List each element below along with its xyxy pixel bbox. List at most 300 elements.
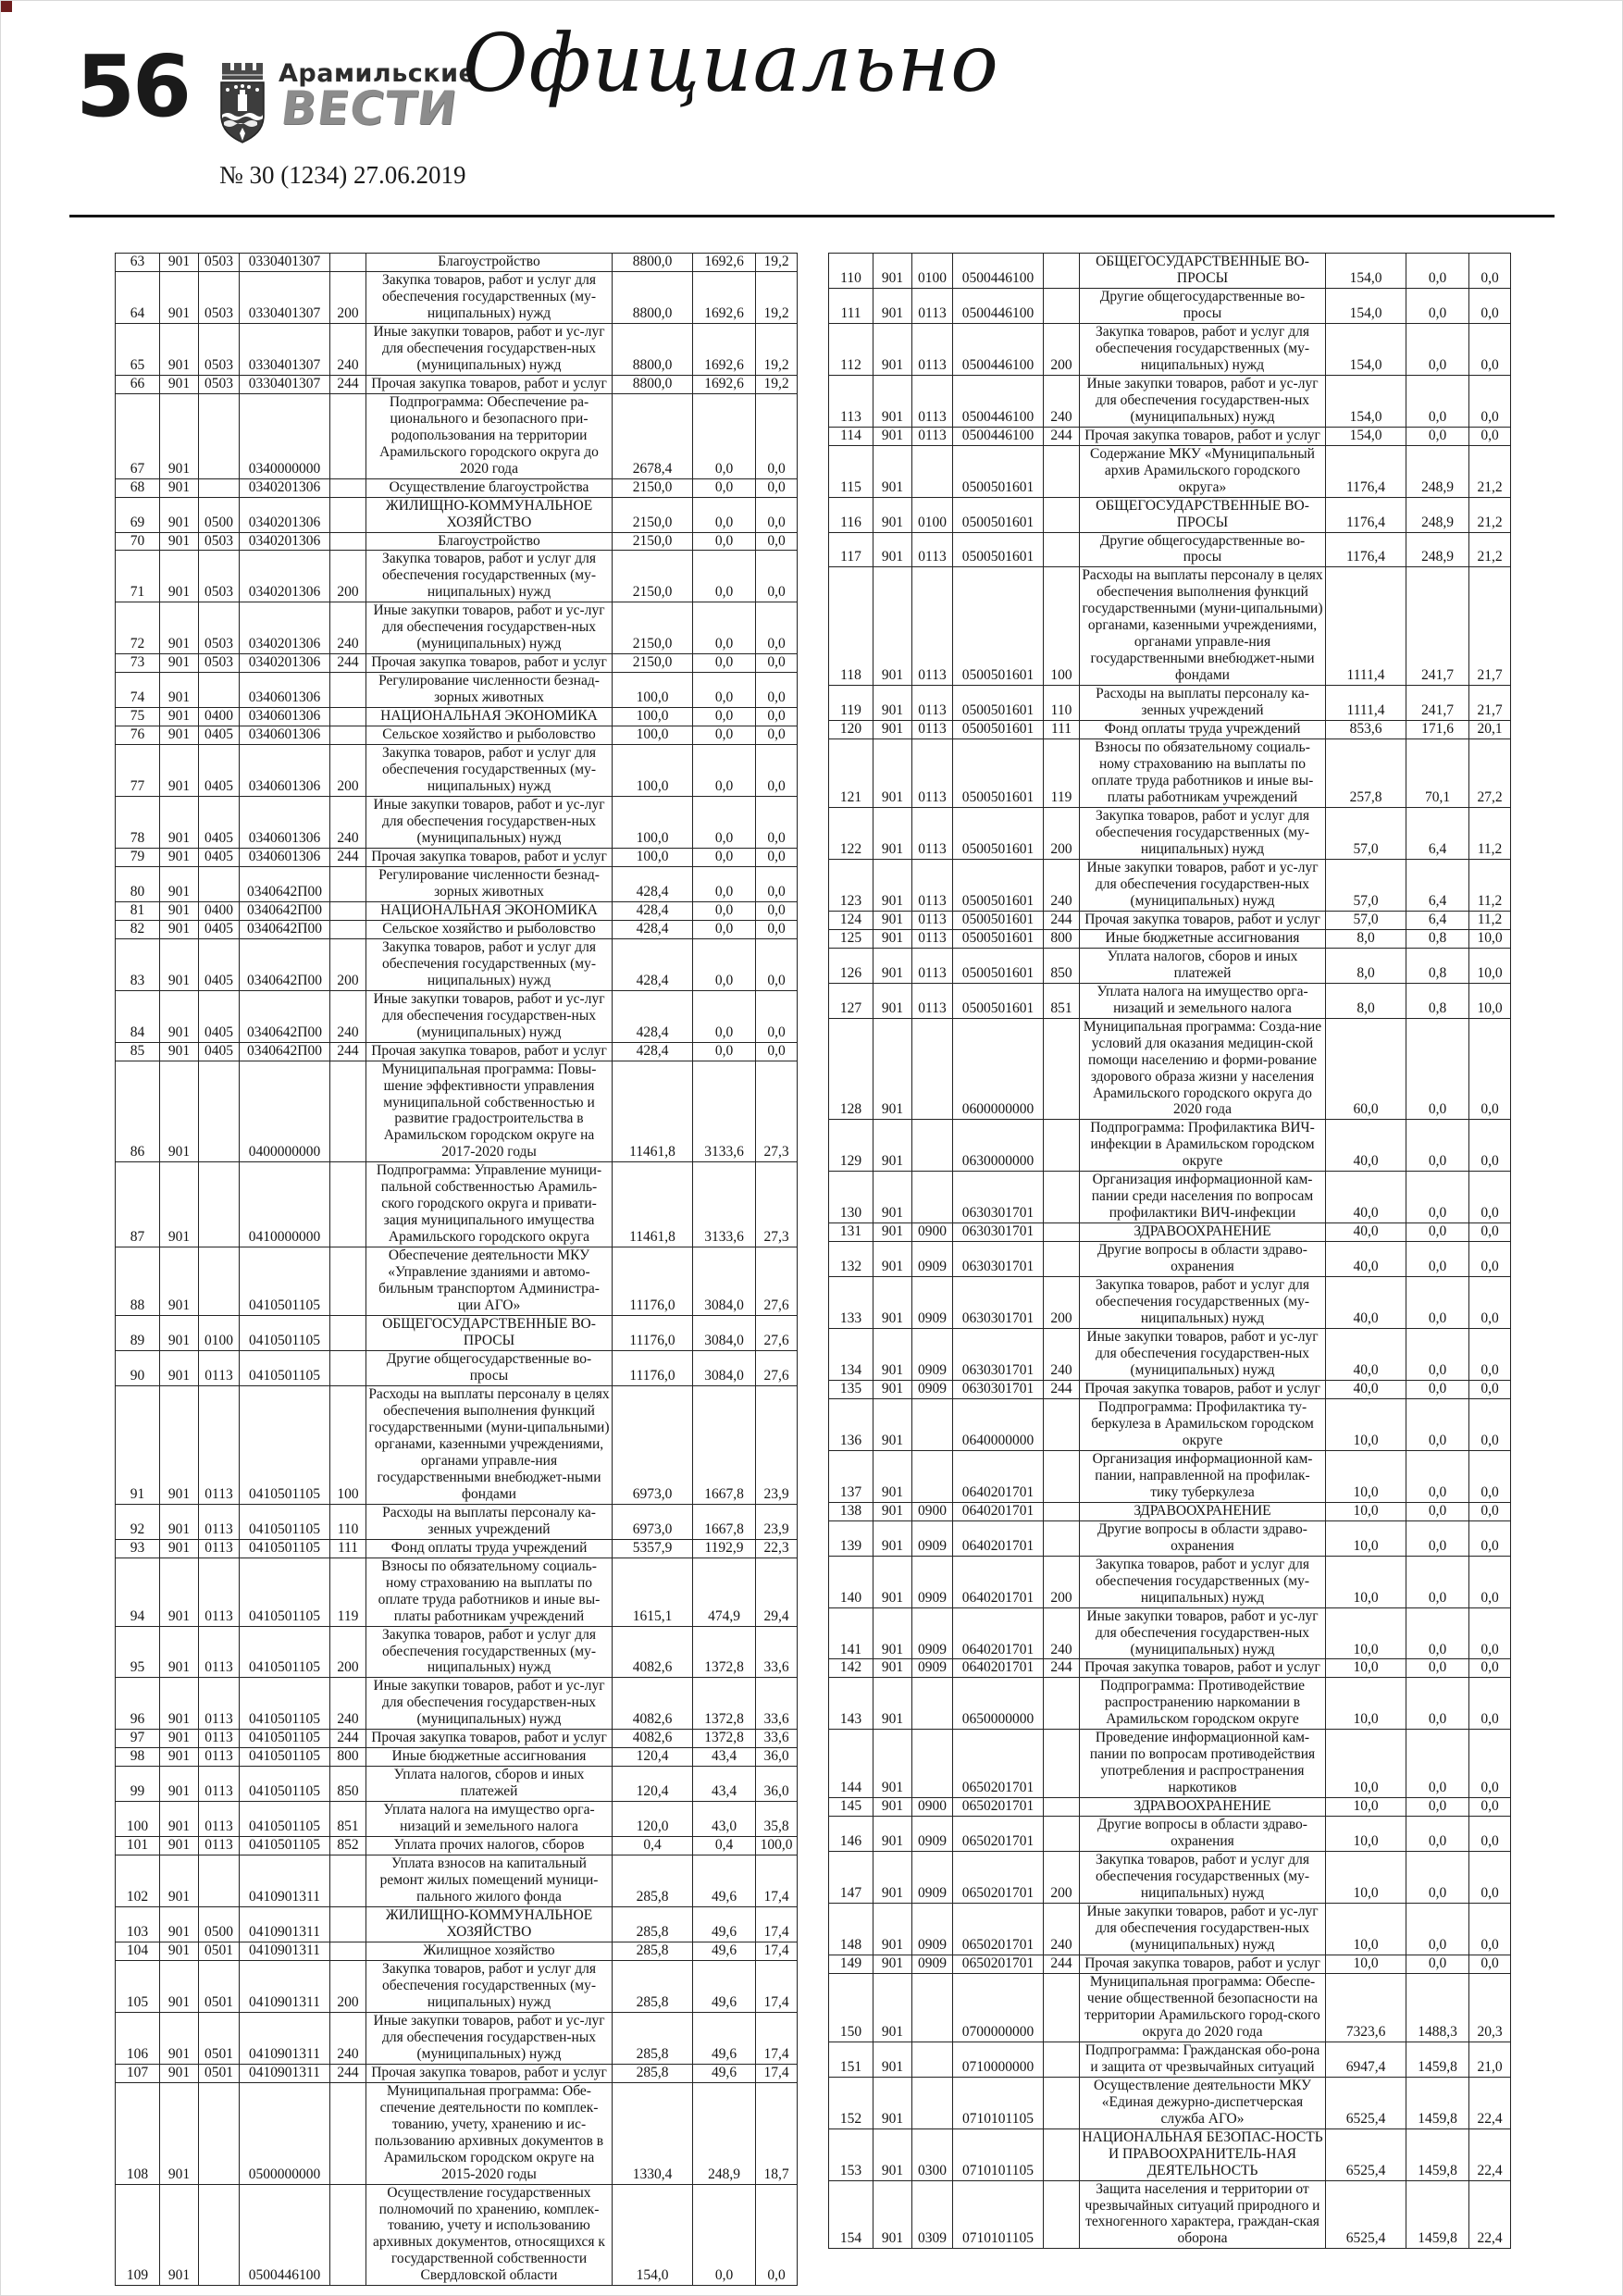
cell-name: Иные бюджетные ассигнования: [1080, 929, 1326, 948]
cell-pct: 0,0: [756, 1042, 798, 1061]
cell-target: 0340201306: [240, 478, 330, 497]
cell-grbs: 901: [160, 901, 199, 920]
cell-target: 0650000000: [953, 1678, 1044, 1730]
cell-plan: 40,0: [1326, 1172, 1406, 1223]
cell-target: 0340201306: [240, 654, 330, 673]
cell-section: 0113: [912, 686, 953, 721]
cell-plan: 6525,4: [1326, 2128, 1406, 2180]
cell-name: Сельское хозяйство и рыболовство: [366, 920, 613, 938]
cell-type: [330, 393, 366, 478]
table-row: [116, 1907, 798, 1942]
cell-fact: 0,0: [693, 938, 756, 990]
cell-plan: 6973,0: [613, 1385, 693, 1504]
cell-pct: 0,0: [756, 654, 798, 673]
cell-num: 125: [829, 929, 873, 948]
table-row: [116, 797, 798, 849]
cell-section: 0113: [912, 859, 953, 911]
cell-pct: 0,0: [1469, 1329, 1511, 1381]
cell-grbs: 901: [873, 1172, 912, 1223]
cell-target: 0650201701: [953, 1817, 1044, 1852]
cell-section: 0113: [912, 808, 953, 860]
cell-name: ЗДРАВООХРАНЕНИЕ: [1080, 1502, 1326, 1520]
cell-name: Защита населения и территории от чрезвычайных ситуаций природного и техногенного характера, граждан-ская оборона: [1080, 2180, 1326, 2249]
cell-plan: 11176,0: [613, 1351, 693, 1386]
cell-num: 83: [116, 938, 160, 990]
cell-target: 0340642П00: [240, 990, 330, 1042]
cell-type: [1044, 288, 1080, 323]
cell-section: 0113: [912, 427, 953, 445]
cell-section: 0113: [199, 1558, 240, 1626]
cell-type: [330, 532, 366, 551]
cell-name: НАЦИОНАЛЬНАЯ ЭКОНОМИКА: [366, 901, 613, 920]
cell-section: 0503: [199, 375, 240, 393]
cell-plan: 10,0: [1326, 1450, 1406, 1502]
cell-pct: 0,0: [1469, 1120, 1511, 1172]
cell-plan: 10,0: [1326, 1852, 1406, 1904]
cell-plan: 1615,1: [613, 1558, 693, 1626]
cell-fact: 70,1: [1406, 739, 1469, 808]
table-row: [116, 1837, 798, 1855]
cell-type: 200: [330, 745, 366, 797]
cell-target: 0410501105: [240, 1767, 330, 1802]
cell-target: 0410901311: [240, 1907, 330, 1942]
cell-pct: 17,4: [756, 1960, 798, 2012]
cell-type: [1044, 1520, 1080, 1556]
cell-target: 0640201701: [953, 1556, 1044, 1607]
cell-fact: 0,0: [1406, 1018, 1469, 1120]
cell-plan: 2150,0: [613, 654, 693, 673]
cell-pct: 0,0: [1469, 1852, 1511, 1904]
cell-fact: 3133,6: [693, 1162, 756, 1247]
cell-type: 119: [330, 1558, 366, 1626]
cell-plan: 11461,8: [613, 1162, 693, 1247]
cell-plan: 154,0: [1326, 375, 1406, 427]
cell-fact: 0,0: [1406, 288, 1469, 323]
cell-target: 0500501601: [953, 929, 1044, 948]
cell-grbs: 901: [160, 1626, 199, 1678]
cell-plan: 285,8: [613, 2064, 693, 2082]
cell-name: Иные закупки товаров, работ и ус-луг для обеспечения государствен-ных (муниципальных) нужд: [366, 990, 613, 1042]
cell-pct: 0,0: [1469, 323, 1511, 375]
cell-section: 0113: [912, 911, 953, 929]
cell-section: 0113: [199, 1504, 240, 1539]
cell-pct: 22,3: [756, 1539, 798, 1558]
cell-pct: 0,0: [1469, 1242, 1511, 1277]
cell-fact: 0,0: [1406, 1730, 1469, 1798]
coat-of-arms-icon: [215, 61, 270, 146]
cell-target: 0650201701: [953, 1730, 1044, 1798]
cell-num: 86: [116, 1061, 160, 1162]
cell-name: Благоустройство: [366, 254, 613, 272]
cell-section: 0113: [199, 1539, 240, 1558]
cell-section: 0500: [199, 1907, 240, 1942]
table-row: [829, 859, 1511, 911]
cell-plan: 154,0: [1326, 427, 1406, 445]
cell-grbs: 901: [160, 254, 199, 272]
cell-target: 0410501105: [240, 1730, 330, 1748]
cell-name: Закупка товаров, работ и услуг для обеспечения государственных (му-ниципальных) нужд: [366, 938, 613, 990]
cell-type: 244: [330, 654, 366, 673]
cell-name: Иные закупки товаров, работ и ус-луг для обеспечения государствен-ных (муниципальных) нужд: [366, 797, 613, 849]
cell-target: 0710000000: [953, 2042, 1044, 2077]
cell-name: Подпрограмма: Управление муници-пальной собственностью Арамиль-ского городского округа и привати-зация муниципального имущества Арамильского городского округа: [366, 1162, 613, 1247]
cell-section: [912, 1018, 953, 1120]
cell-type: [1044, 2128, 1080, 2180]
cell-grbs: 901: [873, 983, 912, 1018]
table-row: [829, 948, 1511, 983]
cell-target: 0500000000: [240, 2082, 330, 2184]
cell-grbs: 901: [873, 739, 912, 808]
cell-section: [912, 2077, 953, 2128]
cell-plan: 428,4: [613, 1042, 693, 1061]
cell-num: 93: [116, 1539, 160, 1558]
cell-num: 139: [829, 1520, 873, 1556]
table-row: [116, 745, 798, 797]
cell-fact: 0,0: [693, 901, 756, 920]
cell-grbs: 901: [873, 445, 912, 497]
cell-fact: 0,0: [693, 745, 756, 797]
cell-num: 87: [116, 1162, 160, 1247]
cell-name: ЗДРАВООХРАНЕНИЕ: [1080, 1798, 1326, 1817]
cell-num: 89: [116, 1316, 160, 1351]
cell-target: 0410901311: [240, 1960, 330, 2012]
table-row: [829, 1520, 1511, 1556]
cell-pct: 36,0: [756, 1748, 798, 1767]
cell-type: [1044, 1798, 1080, 1817]
cell-pct: 0,0: [1469, 1018, 1511, 1120]
table-row: [829, 1502, 1511, 1520]
cell-name: Другие вопросы в области здраво-охранения: [1080, 1817, 1326, 1852]
cell-name: Фонд оплаты труда учреждений: [1080, 721, 1326, 739]
cell-type: [330, 673, 366, 708]
cell-section: [912, 445, 953, 497]
cell-name: Прочая закупка товаров, работ и услуг: [1080, 1380, 1326, 1398]
header-divider: [69, 215, 1555, 217]
cell-type: 800: [1044, 929, 1080, 948]
cell-name: ОБЩЕГОСУДАРСТВЕННЫЕ ВО-ПРОСЫ: [1080, 497, 1326, 532]
cell-fact: 0,0: [1406, 1329, 1469, 1381]
cell-section: 0100: [912, 497, 953, 532]
cell-plan: 7323,6: [1326, 1973, 1406, 2042]
cell-plan: 10,0: [1326, 1520, 1406, 1556]
cell-plan: 2150,0: [613, 532, 693, 551]
cell-type: 200: [330, 1626, 366, 1678]
cell-plan: 8800,0: [613, 375, 693, 393]
cell-fact: 0,0: [1406, 1242, 1469, 1277]
cell-target: 0650201701: [953, 1904, 1044, 1955]
cell-section: 0113: [912, 375, 953, 427]
cell-pct: 0,0: [756, 393, 798, 478]
cell-grbs: 901: [160, 726, 199, 745]
cell-fact: 0,0: [693, 708, 756, 726]
cell-target: 0640201701: [953, 1450, 1044, 1502]
cell-target: 0640000000: [953, 1398, 1044, 1450]
cell-plan: 8800,0: [613, 271, 693, 323]
table-row: [829, 2042, 1511, 2077]
table-row: [116, 938, 798, 990]
cell-type: 100: [1044, 567, 1080, 686]
cell-fact: 0,0: [693, 866, 756, 901]
cell-num: 97: [116, 1730, 160, 1748]
cell-fact: 1692,6: [693, 254, 756, 272]
cell-grbs: 901: [160, 271, 199, 323]
cell-fact: 3133,6: [693, 1061, 756, 1162]
cell-fact: 0,0: [693, 797, 756, 849]
cell-name: Иные закупки товаров, работ и ус-луг для обеспечения государствен-ных (муниципальных) нужд: [366, 602, 613, 654]
cell-section: [199, 1061, 240, 1162]
cell-grbs: 901: [873, 1120, 912, 1172]
cell-pct: 11,2: [1469, 859, 1511, 911]
table-row: [116, 532, 798, 551]
cell-num: 71: [116, 551, 160, 602]
cell-num: 105: [116, 1960, 160, 2012]
cell-plan: 40,0: [1326, 1120, 1406, 1172]
cell-grbs: 901: [160, 2082, 199, 2184]
cell-target: 0340601306: [240, 745, 330, 797]
cell-num: 120: [829, 721, 873, 739]
cell-section: 0300: [912, 2128, 953, 2180]
cell-pct: 0,0: [756, 497, 798, 532]
cell-target: 0340642П00: [240, 920, 330, 938]
cell-target: 0410501105: [240, 1837, 330, 1855]
table-row: [829, 911, 1511, 929]
cell-target: 0650201701: [953, 1852, 1044, 1904]
cell-num: 122: [829, 808, 873, 860]
table-row: [829, 1018, 1511, 1120]
cell-type: 200: [1044, 323, 1080, 375]
cell-fact: 43,4: [693, 1748, 756, 1767]
cell-num: 82: [116, 920, 160, 938]
cell-section: 0113: [912, 739, 953, 808]
cell-pct: 21,0: [1469, 2042, 1511, 2077]
cell-name: Иные закупки товаров, работ и ус-луг для обеспечения государствен-ных (муниципальных) нужд: [1080, 1329, 1326, 1381]
cell-target: 0500446100: [953, 288, 1044, 323]
cell-num: 69: [116, 497, 160, 532]
cell-target: 0630000000: [953, 1120, 1044, 1172]
cell-name: Другие общегосударственные во-просы: [366, 1351, 613, 1386]
cell-type: [330, 1855, 366, 1907]
cell-type: 850: [330, 1767, 366, 1802]
cell-section: 0113: [199, 1802, 240, 1837]
cell-plan: 100,0: [613, 726, 693, 745]
cell-pct: 21,2: [1469, 532, 1511, 567]
table-row: [829, 2180, 1511, 2249]
cell-plan: 120,4: [613, 1767, 693, 1802]
cell-section: 0503: [199, 551, 240, 602]
cell-name: Иные закупки товаров, работ и ус-луг для обеспечения государствен-ных (муниципальных) нужд: [366, 1678, 613, 1730]
cell-fact: 43,4: [693, 1767, 756, 1802]
cell-section: 0113: [912, 567, 953, 686]
cell-target: 0410901311: [240, 2012, 330, 2064]
cell-grbs: 901: [873, 323, 912, 375]
table-row: [829, 1904, 1511, 1955]
cell-section: [199, 2184, 240, 2286]
cell-num: 85: [116, 1042, 160, 1061]
cell-target: 0500446100: [953, 427, 1044, 445]
cell-section: 0113: [912, 532, 953, 567]
cell-fact: 6,4: [1406, 859, 1469, 911]
table-row: [829, 1223, 1511, 1242]
cell-name: Другие вопросы в области здраво-охранения: [1080, 1520, 1326, 1556]
cell-num: 109: [116, 2184, 160, 2286]
cell-num: 148: [829, 1904, 873, 1955]
table-row: [116, 1539, 798, 1558]
cell-target: 0500501601: [953, 739, 1044, 808]
cell-grbs: 901: [873, 948, 912, 983]
budget-table-right: [828, 253, 1511, 2249]
cell-grbs: 901: [160, 1351, 199, 1386]
cell-fact: 1192,9: [693, 1539, 756, 1558]
cell-target: 0630301701: [953, 1277, 1044, 1329]
cell-num: 77: [116, 745, 160, 797]
cell-name: Прочая закупка товаров, работ и услуг: [1080, 427, 1326, 445]
cell-name: Прочая закупка товаров, работ и услуг: [366, 654, 613, 673]
cell-pct: 33,6: [756, 1626, 798, 1678]
cell-grbs: 901: [160, 1042, 199, 1061]
table-row: [116, 1960, 798, 2012]
cell-plan: 40,0: [1326, 1242, 1406, 1277]
cell-grbs: 901: [873, 1817, 912, 1852]
cell-name: Муниципальная программа: Повы-шение эффективности управления муниципальной собственностью и развитие градостроительства в Арамильском городском округе на 2017-2020 годы: [366, 1061, 613, 1162]
cell-pct: 22,4: [1469, 2180, 1511, 2249]
cell-pct: 20,1: [1469, 721, 1511, 739]
cell-pct: 27,6: [756, 1247, 798, 1316]
cell-target: 0340601306: [240, 673, 330, 708]
cell-num: 123: [829, 859, 873, 911]
cell-grbs: 901: [160, 1748, 199, 1767]
cell-plan: 120,0: [613, 1802, 693, 1837]
cell-fact: 0,0: [693, 1042, 756, 1061]
cell-plan: 154,0: [613, 2184, 693, 2286]
cell-num: 103: [116, 1907, 160, 1942]
cell-name: Осуществление государственных полномочий по хранению, комплек-тованию, учету и использованию архивных документов, относящихся к государственной собственности Свердловской области: [366, 2184, 613, 2286]
cell-target: 0500446100: [953, 375, 1044, 427]
cell-section: 0309: [912, 2180, 953, 2249]
cell-num: 80: [116, 866, 160, 901]
cell-num: 70: [116, 532, 160, 551]
cell-fact: 248,9: [1406, 532, 1469, 567]
cell-grbs: 901: [160, 1061, 199, 1162]
cell-plan: 10,0: [1326, 1398, 1406, 1450]
cell-type: [330, 726, 366, 745]
cell-section: 0405: [199, 1042, 240, 1061]
cell-fact: 0,0: [1406, 1955, 1469, 1973]
cell-fact: 1459,8: [1406, 2128, 1469, 2180]
cell-num: 132: [829, 1242, 873, 1277]
cell-name: Организация информационной кам-пании среди населения по вопросам профилактики ВИЧ-инфекции: [1080, 1172, 1326, 1223]
cell-section: 0503: [199, 323, 240, 375]
cell-name: Иные закупки товаров, работ и ус-луг для обеспечения государствен-ных (муниципальных) нужд: [1080, 1607, 1326, 1659]
cell-section: [199, 866, 240, 901]
cell-type: [330, 497, 366, 532]
cell-name: Организация информационной кам-пании, направленной на профилак-тику туберкулеза: [1080, 1450, 1326, 1502]
cell-name: Обеспечение деятельности МКУ «Управление зданиями и автомо-бильным транспортом Администра-ции АГО»: [366, 1247, 613, 1316]
cell-pct: 17,4: [756, 2064, 798, 2082]
cell-target: 0340642П00: [240, 938, 330, 990]
cell-target: 0500501601: [953, 497, 1044, 532]
table-row: [116, 1730, 798, 1748]
cell-fact: 49,6: [693, 1942, 756, 1960]
cell-plan: 40,0: [1326, 1277, 1406, 1329]
cell-plan: 428,4: [613, 901, 693, 920]
cell-pct: 17,4: [756, 2012, 798, 2064]
cell-grbs: 901: [160, 551, 199, 602]
table-row: [829, 1730, 1511, 1798]
table-row: [829, 1398, 1511, 1450]
cell-type: [330, 478, 366, 497]
cell-type: 119: [1044, 739, 1080, 808]
cell-plan: 10,0: [1326, 1817, 1406, 1852]
cell-target: 0500501601: [953, 859, 1044, 911]
cell-type: [1044, 2077, 1080, 2128]
cell-type: [330, 1162, 366, 1247]
issue-line: № 30 (1234) 27.06.2019: [219, 161, 466, 189]
table-row: [829, 2128, 1511, 2180]
cell-type: [1044, 2042, 1080, 2077]
cell-plan: 10,0: [1326, 1678, 1406, 1730]
cell-fact: 43,0: [693, 1802, 756, 1837]
cell-pct: 0,0: [1469, 1380, 1511, 1398]
cell-grbs: 901: [873, 1398, 912, 1450]
cell-pct: 20,3: [1469, 1973, 1511, 2042]
cell-pct: 0,0: [1469, 1817, 1511, 1852]
cell-name: Сельское хозяйство и рыболовство: [366, 726, 613, 745]
cell-type: 244: [330, 1042, 366, 1061]
cell-num: 117: [829, 532, 873, 567]
cell-name: Уплата прочих налогов, сборов: [366, 1837, 613, 1855]
cell-plan: 2150,0: [613, 478, 693, 497]
table-row: [829, 686, 1511, 721]
cell-num: 144: [829, 1730, 873, 1798]
cell-type: [1044, 1223, 1080, 1242]
cell-plan: 285,8: [613, 2012, 693, 2064]
table-row: [829, 532, 1511, 567]
cell-num: 121: [829, 739, 873, 808]
cell-type: 200: [330, 1960, 366, 2012]
cell-num: 143: [829, 1678, 873, 1730]
cell-fact: 248,9: [693, 2082, 756, 2184]
cell-pct: 0,0: [1469, 375, 1511, 427]
cell-fact: 241,7: [1406, 567, 1469, 686]
cell-section: [199, 1162, 240, 1247]
cell-name: Расходы на выплаты персоналу ка-зенных учреждений: [1080, 686, 1326, 721]
cell-pct: 0,0: [756, 848, 798, 866]
cell-section: [912, 1973, 953, 2042]
cell-fact: 0,0: [693, 478, 756, 497]
cell-fact: 49,6: [693, 1907, 756, 1942]
cell-num: 135: [829, 1380, 873, 1398]
cell-grbs: 901: [873, 1556, 912, 1607]
cell-plan: 428,4: [613, 990, 693, 1042]
cell-fact: 0,0: [1406, 1277, 1469, 1329]
cell-pct: 0,0: [1469, 427, 1511, 445]
cell-section: 0113: [912, 948, 953, 983]
cell-fact: 49,6: [693, 2012, 756, 2064]
cell-num: 140: [829, 1556, 873, 1607]
cell-section: [199, 393, 240, 478]
cell-pct: 23,9: [756, 1385, 798, 1504]
cell-plan: 100,0: [613, 745, 693, 797]
cell-plan: 8,0: [1326, 948, 1406, 983]
cell-grbs: 901: [873, 1450, 912, 1502]
cell-target: 0630301701: [953, 1380, 1044, 1398]
cell-target: 0340642П00: [240, 901, 330, 920]
cell-target: 0330401307: [240, 254, 330, 272]
cell-type: [1044, 1398, 1080, 1450]
cell-section: 0900: [912, 1223, 953, 1242]
cell-num: 92: [116, 1504, 160, 1539]
cell-target: 0330401307: [240, 375, 330, 393]
